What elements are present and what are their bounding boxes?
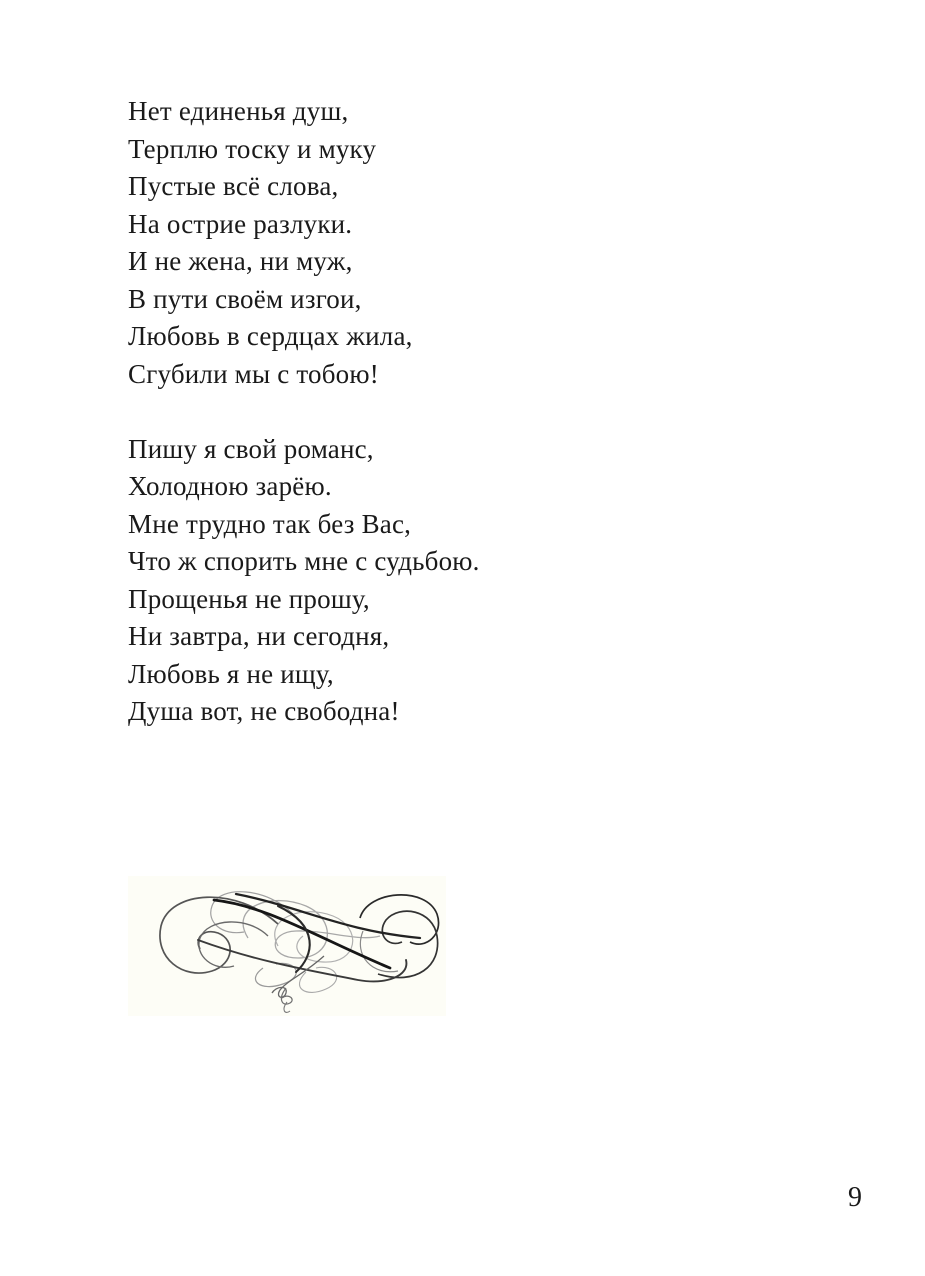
- stanza-2: [128, 431, 480, 731]
- poem-line: Прощенья не прошу,: [128, 583, 370, 614]
- poem-line: На острие разлуки.: [128, 208, 353, 239]
- poem-line: Сгубили мы с тобою!: [128, 358, 379, 389]
- poem-line: Что ж спорить мне с судьбою.: [128, 546, 480, 576]
- calligraphic-flourish-icon: [128, 876, 446, 1016]
- poem-line: Душа вот, не свободна!: [128, 696, 400, 726]
- poem-line: И не жена, ни муж,: [128, 246, 353, 276]
- poem-line: В пути своём изгои,: [128, 283, 362, 314]
- poem-line: Нет единенья душ,: [128, 96, 349, 126]
- poem-line: Любовь я не ищу,: [128, 658, 334, 689]
- poem-line: Терплю тоску и муку: [128, 133, 377, 164]
- stanza-1: [128, 93, 480, 393]
- poem-line: Пустые всё слова,: [128, 171, 339, 201]
- poem-line: Пишу я свой романс,: [128, 433, 374, 464]
- poem-line: Холодною зарёю.: [128, 471, 332, 501]
- poem-line: Мне трудно так без Вас,: [128, 508, 412, 539]
- page-number: 9: [848, 1182, 862, 1213]
- poem-line: Ни завтра, ни сегодня,: [128, 621, 390, 651]
- flourish-ornament: [128, 876, 446, 1016]
- poem: [128, 93, 480, 731]
- poem-line: Любовь в сердцах жила,: [128, 321, 413, 351]
